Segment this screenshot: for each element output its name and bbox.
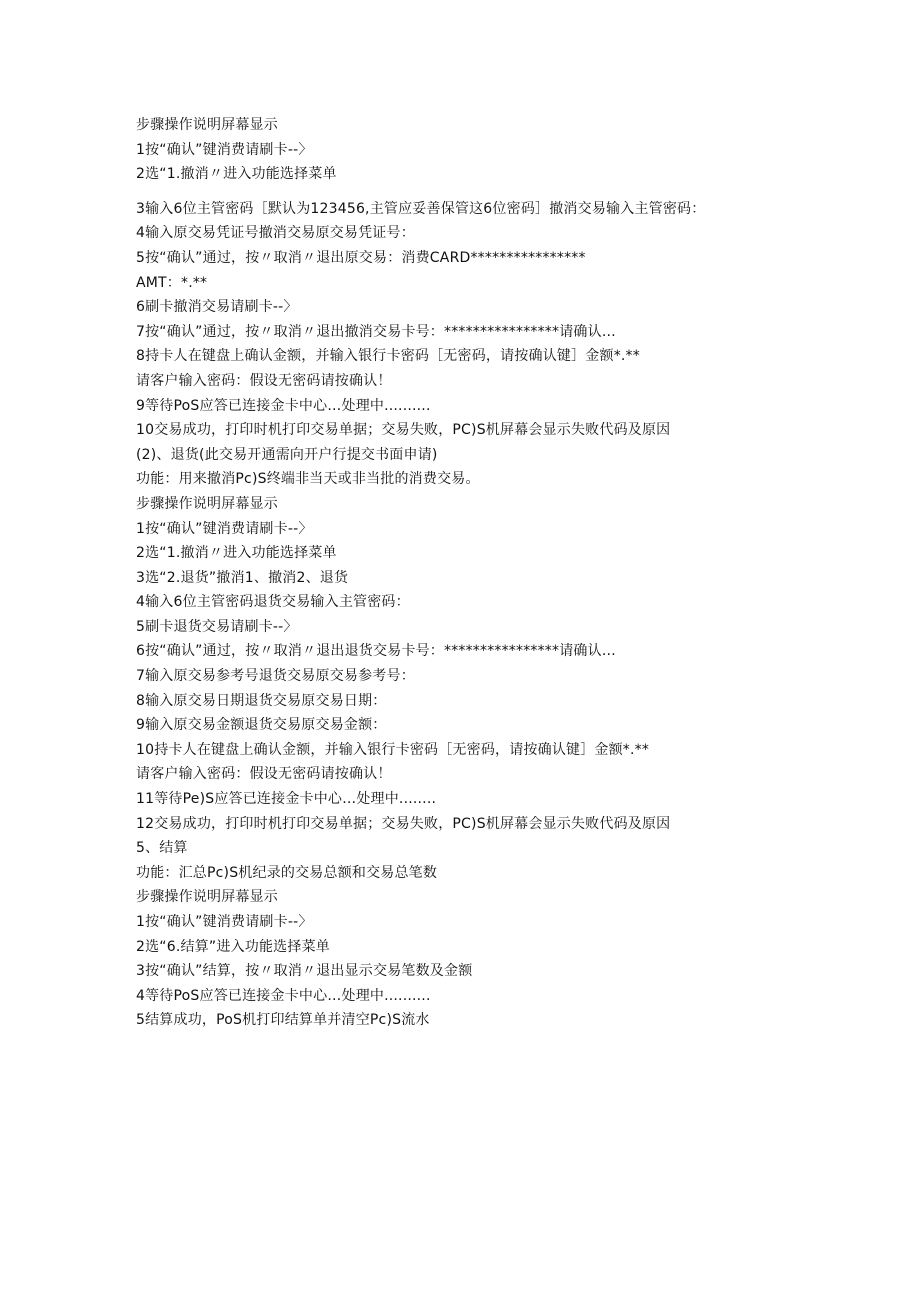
text-line: 3输入6位主管密码［默认为123456,主管应妥善保管这6位密码］撤消交易输入主管密码： [136, 200, 706, 217]
text-line: 步骤操作说明屏幕显示 [136, 117, 278, 133]
text-line: 7输入原交易参考号退货交易原交易参考号： [136, 668, 415, 685]
text-line: 请客户输入密码：假设无密码请按确认！ [136, 766, 392, 783]
text-line: 2选“1.撤消〃进入功能选择菜单 [136, 166, 337, 183]
text-line: 1按“确认”键消费请刷卡--〉 [136, 914, 313, 930]
text-line: 9等待PoS应答已连接金卡中心…处理中.......... [136, 397, 431, 414]
text-line: 11等待Pe)S应答已连接金卡中心…处理中........ [136, 791, 437, 808]
text-line: AMT：*.** [136, 274, 208, 291]
text-line: 12交易成功，打印时机打印交易单据；交易失败，PC)S机屏幕会显示失败代码及原因 [136, 815, 671, 832]
document-body [136, 113, 836, 1033]
text-line: 1按“确认”键消费请刷卡--〉 [136, 520, 313, 537]
text-line: 4等待PoS应答已连接金卡中心…处理中.......... [136, 987, 431, 1004]
text-line: 3按“确认”结算，按〃取消〃退出显示交易笔数及金额 [136, 963, 473, 980]
text-line: 5刷卡退货交易请刷卡--〉 [136, 618, 298, 635]
text-line: 2选“1.撤消〃进入功能选择菜单 [136, 545, 337, 562]
text-line: 4输入6位主管密码退货交易输入主管密码： [136, 594, 410, 611]
text-line: 6刷卡撤消交易请刷卡--〉 [136, 299, 298, 316]
text-line: 5按“确认”通过，按〃取消〃退出原交易：消费CARD**************** [136, 249, 586, 266]
section-heading: (2)、退货(此交易开通需向开户行提交书面申请) [136, 446, 438, 463]
text-line: 5结算成功，PoS机打印结算单并清空Pc)S流水 [136, 1012, 430, 1029]
text-line: 10交易成功，打印时机打印交易单据；交易失败，PC)S机屏幕会显示失败代码及原因 [136, 422, 671, 439]
text-line: 8输入原交易日期退货交易原交易日期： [136, 692, 387, 709]
text-line: 2选“6.结算”进入功能选择菜单 [136, 938, 330, 955]
text-line: 步骤操作说明屏幕显示 [136, 495, 278, 512]
text-line: 9输入原交易金额退货交易原交易金额： [136, 717, 387, 734]
text-line: 8持卡人在键盘上确认金额，并输入银行卡密码［无密码，请按确认键］金额*.** [136, 348, 640, 365]
text-line: 4输入原交易凭证号撤消交易原交易凭证号： [136, 225, 415, 242]
text-line: 7按“确认”通过，按〃取消〃退出撤消交易卡号：****************请确认… [136, 323, 617, 340]
text-line: 10持卡人在键盘上确认金额，并输入银行卡密码［无密码，请按确认键］金额*.** [136, 741, 650, 758]
text-line: 6按“确认”通过，按〃取消〃退出退货交易卡号：****************请确认… [136, 643, 617, 660]
text-line: 功能：用来撤消Pc)S终端非当天或非当批的消费交易。 [136, 471, 480, 488]
section-heading: 5、结算 [136, 840, 188, 857]
text-line: 3选“2.退货”撤消1、撤消2、退货 [136, 569, 349, 586]
text-line: 功能：汇总Pc)S机纪录的交易总额和交易总笔数 [136, 864, 438, 881]
text-line: 请客户输入密码：假设无密码请按确认！ [136, 372, 392, 389]
text-line: 1按“确认”键消费请刷卡--〉 [136, 141, 313, 158]
text-line: 步骤操作说明屏幕显示 [136, 889, 278, 906]
